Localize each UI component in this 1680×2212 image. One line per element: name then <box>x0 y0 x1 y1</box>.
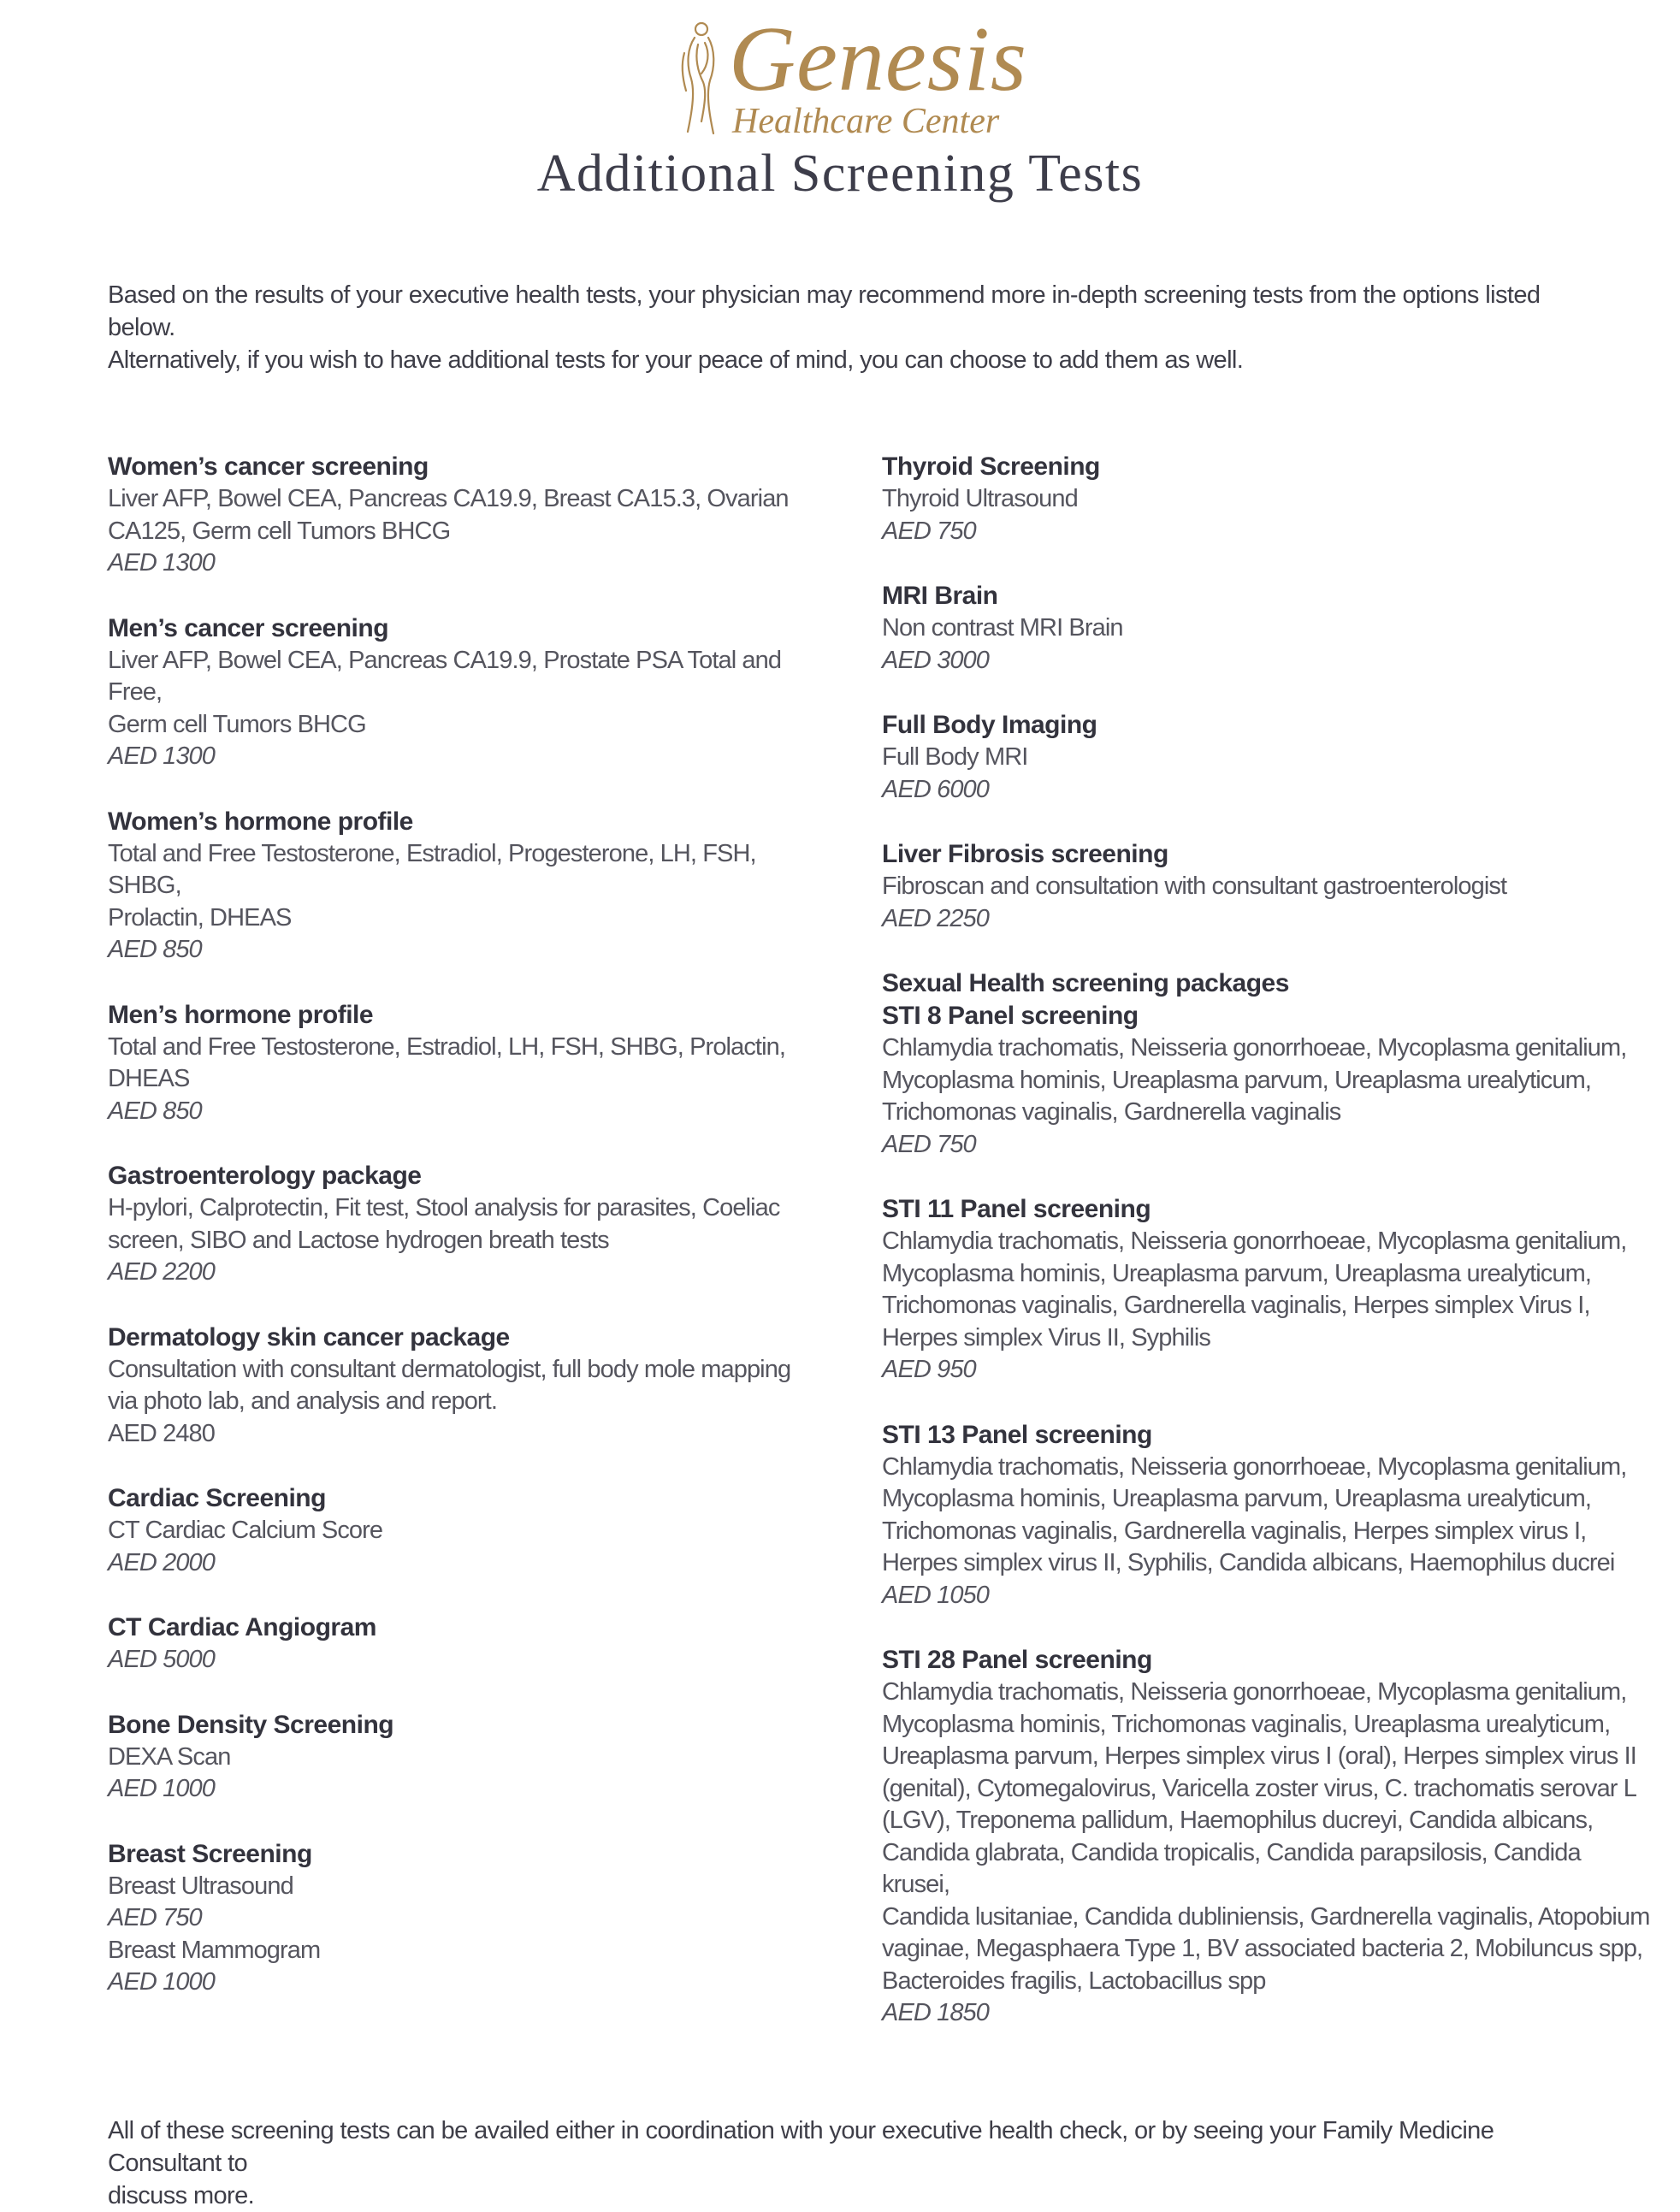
item-description: DEXA Scan <box>108 1742 231 1771</box>
item-description: Ureaplasma parvum, Herpes simplex virus I (oral), Herpes simplex virus II <box>882 1742 1636 1770</box>
footer-line-2: discuss more. <box>108 2182 255 2209</box>
item-description: Trichomonas vaginalis, Gardnerella vaginalis, Herpes simplex Virus I, <box>882 1292 1590 1319</box>
item-price: AED 1300 <box>108 742 215 770</box>
item-heading: STI 28 Panel screening <box>882 1646 1152 1674</box>
footer-note <box>108 2114 1613 2212</box>
item-price: AED 2000 <box>108 1548 215 1576</box>
item-price: AED 2480 <box>108 1419 215 1447</box>
footer-line-1: All of these screening tests can be availed either in coordination with your executive health check, or by seeing your Family Medicine Consultant to <box>108 2117 1494 2177</box>
sti-8-panel-screening <box>882 967 1652 1161</box>
item-heading: CT Cardiac Angiogram <box>108 1613 376 1641</box>
genesis-logo <box>676 9 1027 143</box>
mens-cancer-screening <box>108 612 826 773</box>
item-price: AED 5000 <box>108 1646 215 1673</box>
item-price: AED 950 <box>882 1356 976 1383</box>
item-price: AED 850 <box>108 936 202 963</box>
mri-brain <box>882 580 1652 677</box>
item-price: AED 750 <box>108 1904 202 1931</box>
item-description: Non contrast MRI Brain <box>882 614 1123 642</box>
item-heading: Men’s hormone profile <box>108 1000 374 1029</box>
item-description: Chlamydia trachomatis, Neisseria gonorrhoeae, Mycoplasma genitalium, <box>882 1678 1627 1706</box>
embracing-figures-icon <box>676 19 727 139</box>
item-price: AED 1000 <box>108 1968 215 1996</box>
item-description: screen, SIBO and Lactose hydrogen breath tests <box>108 1226 609 1254</box>
item-price: AED 6000 <box>882 775 989 803</box>
item-description: Mycoplasma hominis, Ureaplasma parvum, Ureaplasma urealyticum, <box>882 1485 1592 1512</box>
item-description: Full Body MRI <box>882 743 1028 771</box>
item-price: AED 2200 <box>108 1258 215 1286</box>
item-description: Candida lusitaniae, Candida dubliniensis, Gardnerella vaginalis, Atopobium <box>882 1902 1650 1931</box>
item-heading: STI 11 Panel screening <box>882 1195 1151 1223</box>
item-description: CT Cardiac Calcium Score <box>108 1517 383 1544</box>
item-description: Total and Free Testosterone, Estradiol, Progesterone, LH, FSH, SHBG, <box>108 839 756 899</box>
item-heading: Thyroid Screening <box>882 452 1100 481</box>
item-heading: Women’s cancer screening <box>108 452 429 481</box>
dermatology-skin-cancer-package <box>108 1322 826 1451</box>
item-heading: Full Body Imaging <box>882 711 1097 739</box>
item-description: Chlamydia trachomatis, Neisseria gonorrhoeae, Mycoplasma genitalium, <box>882 1034 1627 1062</box>
page-title: Additional Screening Tests <box>536 145 1144 203</box>
item-description: Mycoplasma hominis, Trichomonas vaginalis, Ureaplasma urealyticum, <box>882 1710 1611 1738</box>
item-description: Herpes simplex virus II, Syphilis, Candida albicans, Haemophilus ducrei <box>882 1549 1615 1576</box>
brand-subtitle: Healthcare Center <box>732 102 1000 141</box>
item-heading: Women’s hormone profile <box>108 807 413 836</box>
item-description: Candida glabrata, Candida tropicalis, Candida parapsilosis, Candida krusei, <box>882 1838 1581 1898</box>
left-column <box>108 451 826 2032</box>
intro-line-1: Based on the results of your executive health tests, your physician may recommend more in-depth screening tests from the options listed below. <box>108 281 1541 341</box>
brand-name: Genesis <box>729 9 1027 110</box>
item-price: AED 1050 <box>882 1581 989 1609</box>
item-description: Thyroid Ultrasound <box>882 485 1078 512</box>
full-body-imaging <box>882 709 1652 806</box>
item-description: DHEAS <box>108 1065 190 1092</box>
intro-paragraph <box>108 279 1605 376</box>
breast-screening <box>108 1838 826 1999</box>
item-description: Chlamydia trachomatis, Neisseria gonorrhoeae, Mycoplasma genitalium, <box>882 1452 1627 1481</box>
right-column <box>882 451 1652 2062</box>
item-description: Chlamydia trachomatis, Neisseria gonorrhoeae, Mycoplasma genitalium, <box>882 1227 1627 1255</box>
item-heading: STI 13 Panel screening <box>882 1420 1152 1449</box>
item-price: AED 1850 <box>882 1999 989 2026</box>
item-heading: STI 8 Panel screening <box>882 1002 1139 1030</box>
item-heading: MRI Brain <box>882 582 998 610</box>
womens-hormone-profile <box>108 806 826 967</box>
item-description: Total and Free Testosterone, Estradiol, LH, FSH, SHBG, Prolactin, <box>108 1032 786 1061</box>
item-description: Prolactin, DHEAS <box>108 903 292 932</box>
item-price: AED 1300 <box>108 549 215 577</box>
item-description: CA125, Germ cell Tumors BHCG <box>108 517 451 545</box>
item-heading: Liver Fibrosis screening <box>882 840 1168 868</box>
item-heading: Gastroenterology package <box>108 1162 422 1190</box>
item-heading: Bone Density Screening <box>108 1710 394 1739</box>
item-description: vaginae, Megasphaera Type 1, BV associated bacteria 2, Mobiluncus spp, <box>882 1935 1643 1962</box>
sti-28-panel-screening <box>882 1644 1652 2030</box>
item-heading: Dermatology skin cancer package <box>108 1322 510 1351</box>
section-heading: Sexual Health screening packages <box>882 969 1289 997</box>
item-description: (genital), Cytomegalovirus, Varicella zoster virus, C. trachomatis serovar L <box>882 1774 1636 1802</box>
item-description: Bacteroides fragilis, Lactobacillus spp <box>882 1967 1266 1995</box>
item-price: AED 850 <box>108 1097 202 1125</box>
womens-cancer-screening <box>108 451 826 580</box>
item-description: Breast Ultrasound <box>108 1872 293 1900</box>
item-description: Trichomonas vaginalis, Gardnerella vaginalis <box>882 1098 1341 1126</box>
item-description: Trichomonas vaginalis, Gardnerella vaginalis, Herpes simplex virus I, <box>882 1517 1587 1545</box>
item-price: AED 1000 <box>108 1775 215 1802</box>
sti-13-panel-screening <box>882 1419 1652 1612</box>
bone-density-screening <box>108 1709 826 1806</box>
item-description: Consultation with consultant dermatologist, full body mole mapping <box>108 1355 791 1383</box>
item-description: H-pylori, Calprotectin, Fit test, Stool analysis for parasites, Coeliac <box>108 1194 780 1221</box>
cardiac-screening <box>108 1482 826 1579</box>
item-description: Liver AFP, Bowel CEA, Pancreas CA19.9, Breast CA15.3, Ovarian <box>108 485 789 512</box>
item-price: AED 2250 <box>882 904 989 932</box>
item-description: Fibroscan and consultation with consultant gastroenterologist <box>882 872 1507 900</box>
item-heading: Cardiac Screening <box>108 1484 326 1512</box>
item-description: Breast Mammogram <box>108 1936 321 1964</box>
item-description: Herpes simplex Virus II, Syphilis <box>882 1323 1210 1351</box>
mens-hormone-profile <box>108 999 826 1128</box>
item-price: AED 750 <box>882 517 976 545</box>
item-heading: Men’s cancer screening <box>108 613 389 642</box>
item-heading: Breast Screening <box>108 1839 312 1868</box>
item-description: via photo lab, and analysis and report. <box>108 1387 497 1415</box>
liver-fibrosis-screening <box>882 838 1652 935</box>
item-description: Mycoplasma hominis, Ureaplasma parvum, Ureaplasma urealyticum, <box>882 1259 1592 1287</box>
ct-cardiac-angiogram <box>108 1612 826 1677</box>
item-description: Liver AFP, Bowel CEA, Pancreas CA19.9, Prostate PSA Total and Free, <box>108 646 782 706</box>
sti-11-panel-screening <box>882 1193 1652 1387</box>
item-price: AED 3000 <box>882 646 989 674</box>
item-description: Germ cell Tumors BHCG <box>108 710 366 738</box>
thyroid-screening <box>882 451 1652 547</box>
intro-line-2: Alternatively, if you wish to have additional tests for your peace of mind, you can choose to add them as well. <box>108 346 1244 374</box>
gastroenterology-package <box>108 1160 826 1289</box>
item-description: Mycoplasma hominis, Ureaplasma parvum, Ureaplasma urealyticum, <box>882 1066 1592 1094</box>
item-description: (LGV), Treponema pallidum, Haemophilus ducreyi, Candida albicans, <box>882 1807 1594 1834</box>
item-price: AED 750 <box>882 1130 976 1158</box>
